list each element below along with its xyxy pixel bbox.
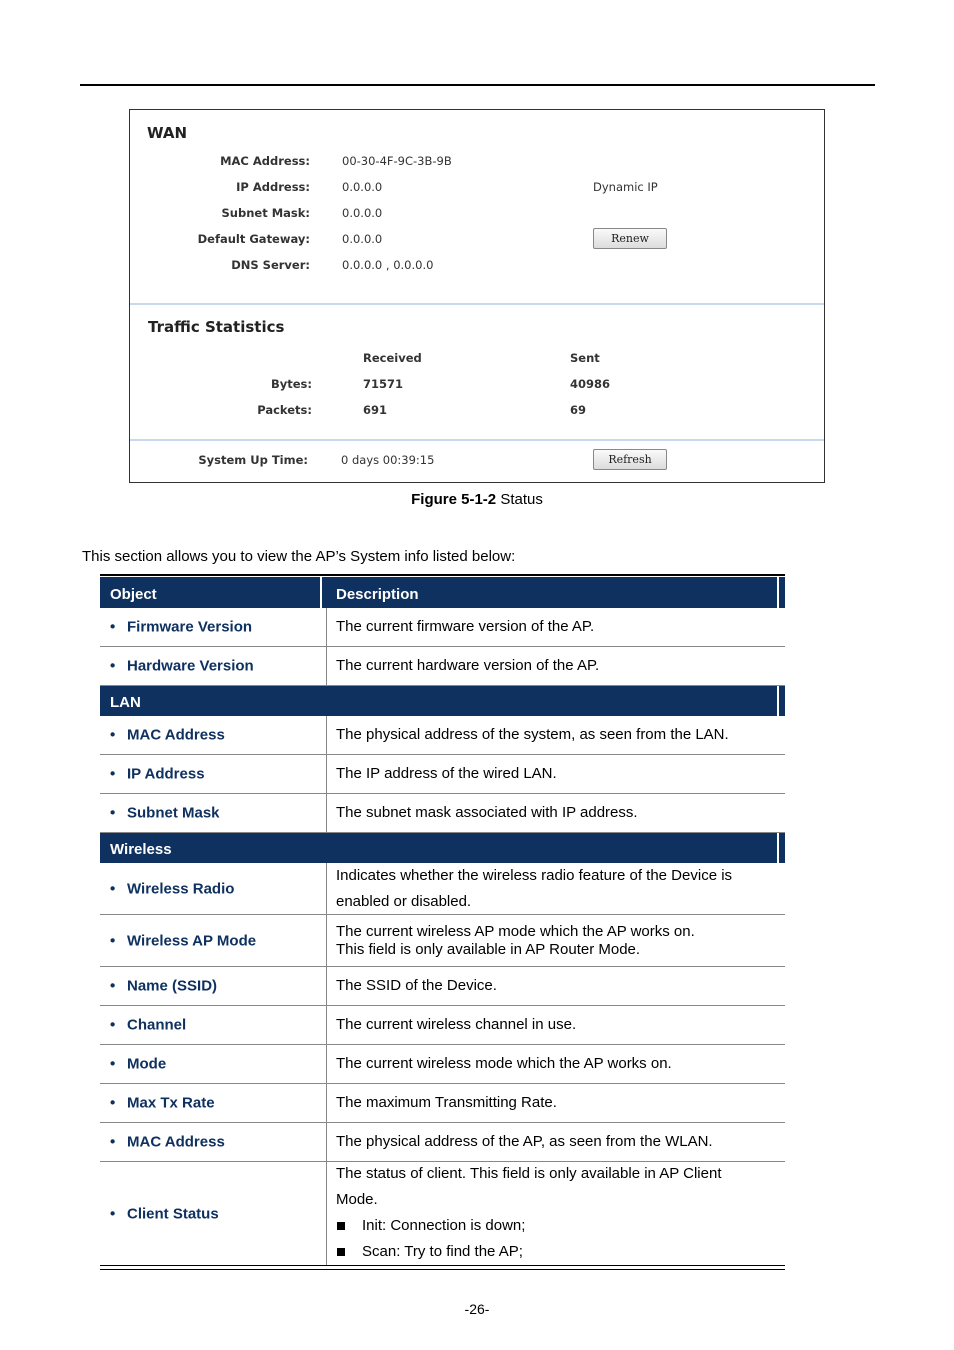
object-mac-address: • MAC Address: [110, 1134, 225, 1151]
table-top-rule: [100, 574, 785, 576]
object-mode: • Mode: [110, 1056, 166, 1073]
wan-mask-label: Subnet Mask:: [221, 206, 310, 220]
wan-mac-value: 00-30-4F-9C-3B-9B: [342, 154, 452, 168]
object-firmware-version: • Firmware Version: [110, 619, 252, 636]
object-ip-address: • IP Address: [110, 766, 205, 783]
header-description: Description: [336, 586, 419, 603]
group-header-lan: [100, 686, 785, 716]
traffic-title: Traffic Statistics: [148, 318, 285, 336]
group-title: Wireless: [110, 841, 172, 858]
object-name-ssid: • Name (SSID): [110, 978, 217, 995]
object-wireless-radio: • Wireless Radio: [110, 880, 234, 897]
wan-gateway-label: Default Gateway:: [197, 232, 310, 246]
table-row: [100, 647, 785, 686]
description-bullet: Scan: Try to find the AP;: [336, 1239, 776, 1265]
square-bullet-icon: [337, 1222, 345, 1230]
description-text: The current firmware version of the AP.: [336, 618, 595, 635]
description-line: The status of client. This field is only available in AP Client: [336, 1165, 722, 1182]
description-text: The physical address of the AP, as seen from the WLAN.: [336, 1133, 713, 1150]
sent-header: Sent: [570, 351, 600, 365]
description-line: This field is only available in AP Router Mode.: [336, 940, 641, 958]
figure-number: Figure 5-1-2: [411, 491, 497, 508]
group-header-wireless: [100, 833, 785, 863]
section-divider: [130, 303, 824, 305]
page-number: -26-: [464, 1301, 490, 1317]
bytes-sent: 40986: [570, 377, 611, 391]
wan-gateway-value: 0.0.0.0: [342, 232, 383, 246]
header-edge: [777, 577, 785, 608]
figure-caption: [0, 491, 954, 508]
header-object: Object: [100, 577, 322, 608]
wan-title: WAN: [147, 124, 188, 142]
wan-mac-label: MAC Address:: [220, 154, 310, 168]
figure-caption-text: Status: [500, 491, 543, 508]
intro-paragraph: This section allows you to view the AP’s System info listed below:: [82, 548, 516, 565]
uptime-value: 0 days 00:39:15: [341, 453, 435, 467]
wan-dns-label: DNS Server:: [231, 258, 310, 272]
object-channel: • Channel: [110, 1017, 186, 1034]
table-row: [100, 1162, 785, 1265]
received-header: Received: [363, 351, 422, 365]
description-line: Mode.: [336, 1191, 378, 1208]
square-bullet-icon: [337, 1248, 345, 1256]
wan-dns-value: 0.0.0.0 , 0.0.0.0: [342, 258, 434, 272]
object-hardware-version: • Hardware Version: [110, 658, 254, 675]
table-row: [100, 794, 785, 833]
object-client-status: • Client Status: [110, 1205, 219, 1222]
table-row: [100, 716, 785, 755]
wan-ip-type: Dynamic IP: [593, 180, 658, 194]
packets-sent: 69: [570, 403, 587, 417]
packets-received: 691: [363, 403, 388, 417]
table-row: [100, 755, 785, 794]
section-divider: [130, 439, 824, 441]
wan-mask-value: 0.0.0.0: [342, 206, 383, 220]
object-max-tx-rate: • Max Tx Rate: [110, 1095, 215, 1112]
description-text: The IP address of the wired LAN.: [336, 765, 557, 782]
description-text: The maximum Transmitting Rate.: [336, 1094, 557, 1111]
table-bottom-rule: [100, 1265, 785, 1270]
description-bullet: Init: Connection is down;: [336, 1213, 776, 1239]
description-text: The SSID of the Device.: [336, 977, 497, 994]
object-subnet-mask: • Subnet Mask: [110, 805, 220, 822]
object-wireless-ap-mode: • Wireless AP Mode: [110, 932, 256, 949]
description-text: The subnet mask associated with IP address.: [336, 804, 638, 821]
bytes-received: 71571: [363, 377, 404, 391]
description-line: The current wireless AP mode which the AP works on.: [336, 922, 695, 940]
uptime-label: System Up Time:: [198, 453, 308, 467]
packets-label: Packets:: [257, 403, 312, 417]
table-row: [100, 915, 785, 967]
renew-button[interactable]: Renew: [593, 228, 667, 249]
description-text: The current wireless mode which the AP works on.: [336, 1055, 672, 1072]
wan-ip-value: 0.0.0.0: [342, 180, 383, 194]
description-line: Indicates whether the wireless radio feature of the Device is: [336, 866, 733, 884]
description-text: The current hardware version of the AP.: [336, 657, 600, 674]
object-mac-address: • MAC Address: [110, 727, 225, 744]
status-screenshot: [129, 109, 825, 483]
table-row: [100, 1045, 785, 1084]
table-row: [100, 863, 785, 915]
table-header: [100, 577, 785, 608]
table-row: [100, 608, 785, 647]
table-row: [100, 1123, 785, 1162]
wan-ip-label: IP Address:: [236, 180, 310, 194]
table-row: [100, 967, 785, 1006]
header-rule: [80, 84, 875, 86]
bytes-label: Bytes:: [270, 377, 312, 391]
description-text: The current wireless channel in use.: [336, 1016, 577, 1033]
description-text: The physical address of the system, as seen from the LAN.: [336, 726, 729, 743]
table-row: [100, 1084, 785, 1123]
refresh-button[interactable]: Refresh: [593, 449, 667, 470]
description-line: enabled or disabled.: [336, 892, 472, 910]
group-title: LAN: [110, 694, 141, 711]
table-row: [100, 1006, 785, 1045]
